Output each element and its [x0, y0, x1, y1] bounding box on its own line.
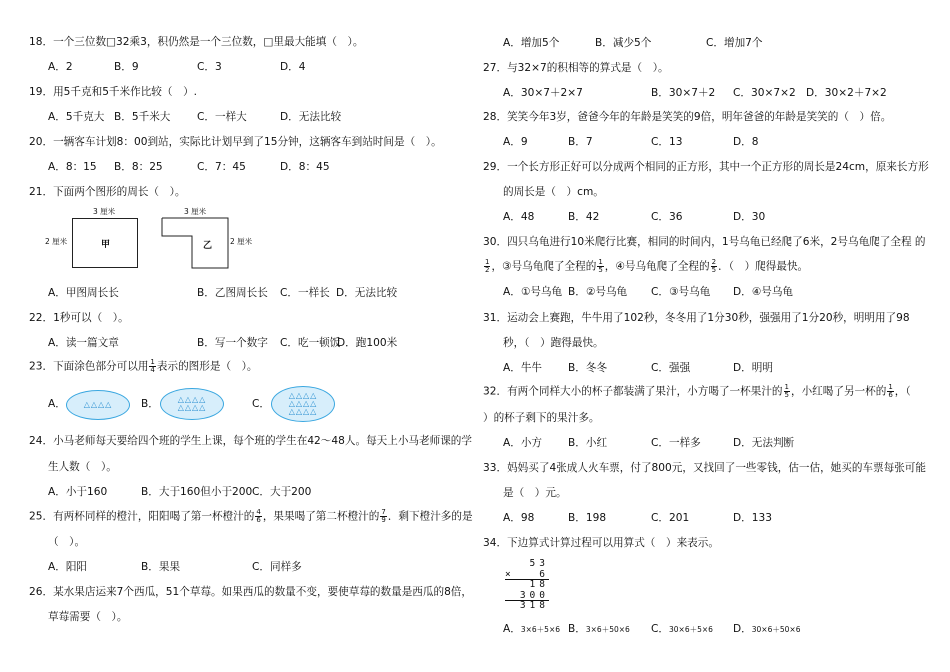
- q24-opt-b[interactable]: B．大于160但小于200: [141, 486, 253, 498]
- q25-frac2-d: 9: [381, 516, 386, 524]
- q24-opt-a[interactable]: A．小于160: [48, 486, 108, 498]
- q32-frac1-d: 5: [784, 391, 789, 399]
- q30-opt-b[interactable]: B．②号乌龟: [568, 286, 628, 298]
- q26-opt-a[interactable]: A．增加5个: [503, 37, 560, 49]
- q31-opt-c[interactable]: C．强强: [651, 362, 691, 374]
- fig-b-name: 乙: [203, 241, 213, 251]
- q30-frac1: [597, 259, 603, 274]
- q33-opt-c[interactable]: C．201: [651, 512, 690, 524]
- q23-opt-c[interactable]: C．: [252, 398, 270, 410]
- q31-opt-b[interactable]: B．冬冬: [568, 362, 608, 374]
- q33-opt-d[interactable]: D．133: [733, 512, 772, 524]
- q32-frac1-n: 1: [784, 383, 789, 391]
- q31-opt-d[interactable]: D．明明: [733, 362, 773, 374]
- q28-stem: 28．笑笑今年3岁，爸爸今年的年龄是笑笑的9倍，明年爸爸的年龄是笑笑的（ ）倍。: [483, 111, 892, 123]
- fig-a-top-label: 3 厘米: [93, 207, 116, 216]
- calc-row-1: 53: [529, 558, 549, 569]
- q34-opt-d-expr: 30×6＋50×6: [751, 625, 801, 634]
- q20-stem: 20．一辆客车计划8：00到站，实际比计划早到了15分钟，这辆客车到站时间是（ ）。: [29, 136, 442, 148]
- q19-opt-c[interactable]: C．一样大: [197, 111, 247, 123]
- q23-shape-a: [66, 390, 130, 420]
- q22-stem: 22．1秒可以（ ）。: [29, 312, 129, 324]
- q30-frac1-d: 5: [598, 266, 603, 274]
- q23-shape-c: [271, 386, 335, 422]
- q34-opt-a[interactable]: [503, 622, 560, 637]
- q25-stem-2: （ ）。: [48, 536, 86, 548]
- q29-opt-b[interactable]: B．42: [568, 211, 600, 223]
- q23-stem-post: 表示的图形是（ ）。: [156, 360, 258, 373]
- q28-opt-c[interactable]: C．13: [651, 136, 683, 148]
- q25-opt-b[interactable]: B．果果: [141, 561, 181, 573]
- q30-opt-d[interactable]: D．④号乌龟: [733, 286, 794, 298]
- q19-opt-b[interactable]: B．5千米大: [114, 111, 171, 123]
- q29-opt-d[interactable]: D．30: [733, 211, 766, 223]
- q30-frac2: [711, 259, 717, 274]
- q22-opt-d[interactable]: D．跑100米: [337, 337, 398, 349]
- q29-opt-c[interactable]: C．36: [651, 211, 683, 223]
- q18-opt-c[interactable]: C．3: [197, 61, 222, 73]
- q21-stem: 21．下面两个图形的周长（ ）。: [29, 186, 186, 198]
- q25-opt-a[interactable]: A．阳阳: [48, 561, 88, 573]
- q30-frac1-n: 1: [598, 258, 603, 266]
- q27-opt-d[interactable]: D．30×2＋7×2: [806, 87, 887, 99]
- calc-row-3: 18: [529, 579, 549, 590]
- q25-stem-c: ．剩下橙汁多的是: [387, 510, 473, 523]
- q25-frac2: [380, 509, 386, 524]
- q34-vertical-calc: [505, 559, 549, 612]
- q24-stem-1: 24．小马老师每天要给四个班的学生上课，每个班的学生在42～48人。每天上小马老师课的学: [29, 435, 472, 447]
- calc-op: ×: [505, 568, 515, 580]
- q32-opt-b[interactable]: B．小红: [568, 437, 608, 449]
- q34-opt-c[interactable]: [651, 622, 713, 637]
- q32-frac2-n: 1: [888, 383, 893, 391]
- q33-opt-a[interactable]: A．98: [503, 512, 535, 524]
- q23-frac-n: 1: [150, 358, 155, 366]
- q25-stem-b: ，果果喝了第二杯橙汁的: [262, 510, 380, 523]
- q20-opt-b[interactable]: B．8：25: [114, 161, 163, 173]
- q19-opt-d[interactable]: D．无法比较: [280, 111, 342, 123]
- q34-opt-b-expr: 3×6＋50×6: [585, 625, 630, 634]
- q21-opt-d[interactable]: D．无法比较: [336, 287, 398, 299]
- q18-opt-a[interactable]: A．2: [48, 61, 73, 73]
- q34-opt-a-label: A．: [503, 623, 521, 635]
- q21-opt-b[interactable]: B．乙图周长长: [197, 287, 268, 299]
- fig-b-top-label: 3 厘米: [184, 207, 207, 216]
- q27-opt-b[interactable]: B．30×7＋2: [651, 87, 716, 99]
- q26-stem-1: 26．某水果店运来7个西瓜，51个草莓。如果西瓜的数量不变，要使草莓的数量是西瓜的8倍，: [29, 586, 472, 598]
- q25-frac1-n: 4: [256, 508, 261, 516]
- q28-opt-a[interactable]: A．9: [503, 136, 528, 148]
- fig-b-side-label: 2 厘米: [230, 237, 253, 246]
- q29-stem-1: 29．一个长方形正好可以分成两个相同的正方形，其中一个正方形的周长是24cm，原来长方形: [483, 161, 929, 173]
- q23-stem-pre: 23．下面涂色部分可以用: [29, 360, 149, 373]
- q27-opt-a[interactable]: A．30×7＋2×7: [503, 87, 583, 99]
- calc-row-2-val: 6: [539, 568, 549, 580]
- q27-opt-c[interactable]: C．30×7×2: [733, 87, 796, 99]
- q24-stem-2: 生人数（ ）。: [48, 461, 117, 473]
- q31-stem-2: 秒，（ ）跑得最快。: [503, 337, 604, 349]
- q29-opt-a[interactable]: A．48: [503, 211, 535, 223]
- q32-frac1: [784, 384, 790, 399]
- q34-opt-b[interactable]: [568, 622, 630, 637]
- q23-opt-a[interactable]: A．: [48, 398, 66, 410]
- q22-opt-c[interactable]: C．吃一顿饭: [280, 337, 341, 349]
- q32-opt-d[interactable]: D．无法判断: [733, 437, 795, 449]
- q18-opt-b[interactable]: B．9: [114, 61, 139, 73]
- q28-opt-d[interactable]: D．8: [733, 136, 759, 148]
- q25-frac2-n: 7: [381, 508, 386, 516]
- q25-frac1-d: 6: [256, 516, 261, 524]
- q22-opt-b[interactable]: B．写一个数字: [197, 337, 268, 349]
- q32-opt-a[interactable]: A．小方: [503, 437, 543, 449]
- q32-stem-2: ）的杯子剩下的果汁多。: [483, 412, 600, 424]
- q32-stem-1c: ，（: [894, 385, 911, 398]
- q33-stem-2: 是（ ）元。: [503, 487, 567, 499]
- fig-a-name: 甲: [101, 240, 111, 250]
- q21-opt-c[interactable]: C．一样长: [280, 287, 330, 299]
- q23-shape-b-row1: △△△△: [177, 395, 207, 404]
- q23-stem: [29, 359, 258, 374]
- q34-stem: 34．下边算式计算过程可以用算式（ ）来表示。: [483, 537, 719, 549]
- q32-frac2: [887, 384, 893, 399]
- q32-stem-1b: ，小红喝了另一杯的: [790, 385, 887, 398]
- q23-shape-b: [160, 388, 224, 420]
- q34-opt-b-label: B．: [568, 623, 586, 635]
- q31-opt-a[interactable]: A．牛牛: [503, 362, 543, 374]
- q19-opt-a[interactable]: A．5千克大: [48, 111, 105, 123]
- q30-stem-2b: ，④号乌龟爬了全程的: [604, 260, 710, 273]
- fig-a-side-label: 2 厘米: [45, 237, 68, 246]
- q19-stem: 19．用5千克和5千米作比较（ ）.: [29, 86, 198, 98]
- q23-shape-c-row3: △△△△: [288, 407, 318, 416]
- q32-stem-1a: 32．有两个同样大小的杯子都装满了果汁，小方喝了一杯果汁的: [483, 385, 783, 398]
- q23-shape-c-row2: △△△△: [288, 399, 318, 408]
- q26-opt-b[interactable]: B．减少5个: [595, 37, 652, 49]
- q20-opt-d[interactable]: D．8：45: [280, 161, 330, 173]
- q23-frac-d: 4: [150, 366, 155, 374]
- q30-frac0-n: 1: [485, 258, 490, 266]
- calc-row-2: [505, 570, 549, 581]
- q25-frac1: [255, 509, 261, 524]
- q30-frac2-d: 5: [711, 266, 717, 274]
- q26-stem-2: 草莓需要（ ）。: [48, 611, 128, 623]
- q26-opt-c[interactable]: C．增加7个: [706, 37, 763, 49]
- q20-opt-a[interactable]: A．8：15: [48, 161, 97, 173]
- q31-stem-1: 31．运动会上赛跑，牛牛用了102秒，冬冬用了1分30秒，强强用了1分20秒，明明用了98: [483, 312, 910, 324]
- q23-shape-c-row1: △△△△: [288, 391, 318, 400]
- q30-stem-1: 30．四只乌龟进行10米爬行比赛，相同的时间内，1号乌龟已经爬了6米，2号乌龟爬了全程 的: [483, 236, 926, 248]
- q30-frac2-n: 2: [711, 258, 717, 266]
- q27-stem: 27．与32×7的积相等的算式是（ ）。: [483, 62, 669, 74]
- q34-opt-c-label: C．: [651, 623, 669, 635]
- q28-opt-b[interactable]: B．7: [568, 136, 593, 148]
- fig-b-shape: [160, 216, 232, 270]
- q25-stem-1: [29, 509, 473, 524]
- q34-opt-a-expr: 3×6＋5×6: [520, 625, 560, 634]
- q23-shape-a-tri: △△△△: [83, 400, 113, 409]
- q34-opt-d[interactable]: [733, 622, 800, 637]
- q18-stem: 18．一个三位数□32乘3，积仍然是一个三位数，□里最大能填（ ）。: [29, 36, 364, 48]
- q30-opt-c[interactable]: C．③号乌龟: [651, 286, 711, 298]
- q18-opt-d[interactable]: D．4: [280, 61, 306, 73]
- q32-stem-1: [483, 384, 911, 399]
- calc-row-5: 318: [519, 600, 549, 611]
- calc-row-4: 300: [505, 591, 549, 602]
- q20-opt-c[interactable]: C．7：45: [197, 161, 246, 173]
- q30-frac0-d: 2: [485, 266, 490, 274]
- q29-stem-2: 的周长是（ ）cm。: [503, 186, 604, 198]
- q24-opt-c[interactable]: C．大于200: [252, 486, 312, 498]
- q32-opt-c[interactable]: C．一样多: [651, 437, 701, 449]
- q23-shape-b-row2: △△△△: [177, 403, 207, 412]
- q30-stem-2a: ，③号乌龟爬了全程的: [491, 260, 597, 273]
- q34-opt-c-expr: 30×6＋5×6: [669, 625, 713, 634]
- q33-stem-1: 33．妈妈买了4张成人火车票，付了800元，又找回了一些零钱，估一估，她买的车票每张可能: [483, 462, 926, 474]
- q30-stem-2c: ．（ ）爬得最快。: [718, 260, 809, 273]
- q21-opt-a[interactable]: A．甲图周长长: [48, 287, 119, 299]
- q30-opt-a[interactable]: A．①号乌龟: [503, 286, 563, 298]
- q30-frac0: [484, 259, 490, 274]
- q33-opt-b[interactable]: B．198: [568, 512, 607, 524]
- q25-stem-a: 25．有两杯同样的橙汁，阳阳喝了第一杯橙汁的: [29, 510, 255, 523]
- q23-opt-b[interactable]: B．: [141, 398, 159, 410]
- q30-stem-2: [483, 259, 808, 274]
- q34-opt-d-label: D．: [733, 623, 752, 635]
- q25-opt-c[interactable]: C．同样多: [252, 561, 302, 573]
- q22-opt-a[interactable]: A．读一篇文章: [48, 337, 119, 349]
- q32-frac2-d: 6: [888, 391, 893, 399]
- q23-frac: [149, 359, 155, 374]
